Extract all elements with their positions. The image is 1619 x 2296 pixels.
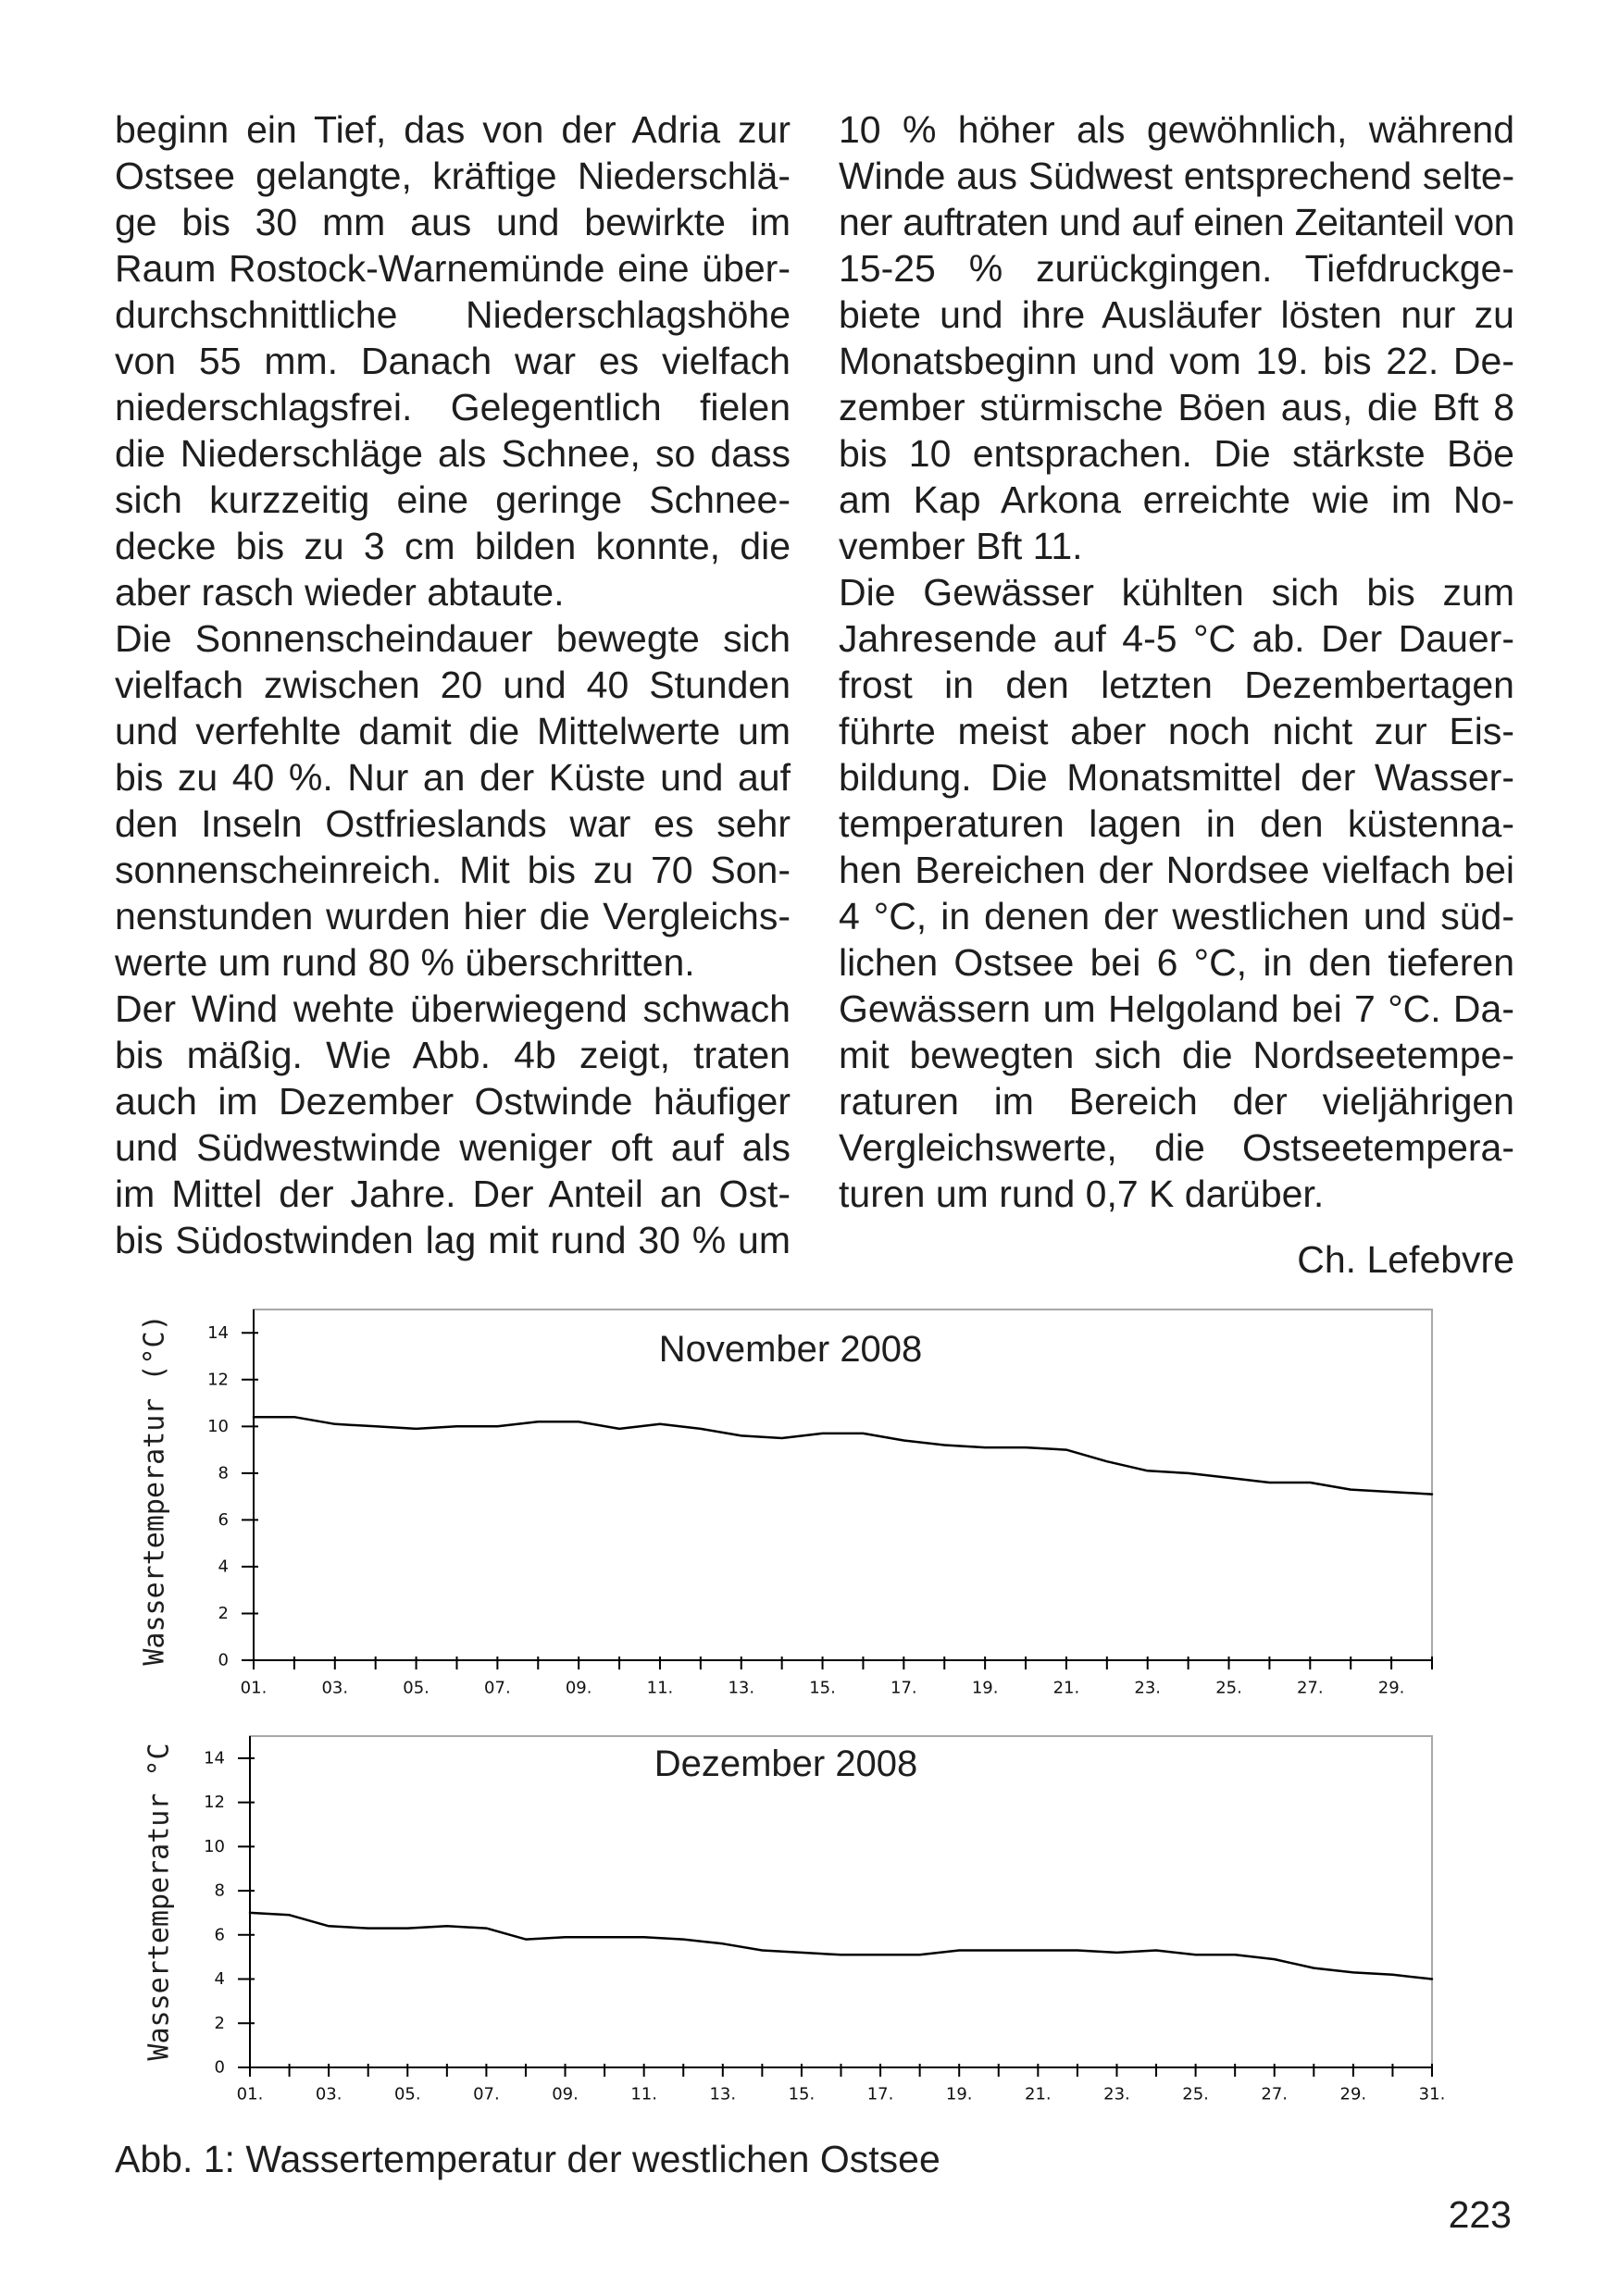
text-line: Gewässern um Helgoland bei 7 °C. Da- xyxy=(839,987,1514,1030)
plot-area xyxy=(204,1736,1445,2104)
x-tick-label: 13. xyxy=(709,2084,737,2104)
x-tick-label: 05. xyxy=(393,2084,421,2104)
text-line: bis Südostwinden lag mit rund 30 % um xyxy=(115,1219,791,1261)
x-tick-label: 07. xyxy=(484,1678,511,1698)
x-tick-label: 21. xyxy=(1052,1678,1080,1698)
y-tick-label: 0 xyxy=(218,1650,229,1670)
x-tick-label: 09. xyxy=(552,2084,579,2104)
y-tick-label: 6 xyxy=(218,1509,229,1530)
x-tick-label: 09. xyxy=(565,1678,592,1698)
x-tick-label: 13. xyxy=(728,1678,755,1698)
text-line: nenstunden wurden hier die Vergleichs- xyxy=(115,895,791,937)
text-line: ge bis 30 mm aus und bewirkte im xyxy=(115,201,791,243)
x-tick-label: 11. xyxy=(630,2084,657,2104)
text-line: temperaturen lagen in den küstenna- xyxy=(839,802,1514,845)
y-tick-label: 10 xyxy=(204,1836,225,1856)
text-line: Die Sonnenscheindauer bewegte sich xyxy=(115,617,791,660)
text-line: zember stürmische Böen aus, die Bft 8 xyxy=(839,386,1514,428)
x-tick-label: 19. xyxy=(945,2084,973,2104)
chart-title: November 2008 xyxy=(658,1329,923,1370)
left-text-column xyxy=(115,106,791,1263)
x-tick-label: 29. xyxy=(1339,2084,1367,2104)
text-line: und verfehlte damit die Mittelwerte um xyxy=(115,710,791,752)
x-tick-label: 03. xyxy=(315,2084,342,2104)
text-line: Der Wind wehte überwiegend schwach xyxy=(115,987,791,1030)
series-line xyxy=(250,1913,1432,1980)
chart-title: Dezember 2008 xyxy=(654,1744,918,1784)
text-line: den Inseln Ostfrieslands war es sehr xyxy=(115,802,791,845)
text-line: 4 °C, in denen der westlichen und süd- xyxy=(839,895,1514,937)
text-line: bis zu 40 %. Nur an der Küste und auf xyxy=(115,756,791,799)
text-line: bis 10 entsprachen. Die stärkste Böe xyxy=(839,432,1514,475)
y-tick-label: 10 xyxy=(207,1416,229,1436)
x-tick-label: 17. xyxy=(866,2084,894,2104)
text-line: ner auftraten und auf einen Zeitanteil von xyxy=(839,201,1514,243)
text-line: beginn ein Tief, das von der Adria zur xyxy=(115,108,791,151)
x-tick-label: 17. xyxy=(890,1678,917,1698)
x-tick-label: 25. xyxy=(1215,1678,1242,1698)
text-line: Winde aus Südwest entsprechend selte- xyxy=(839,155,1514,197)
y-tick-label: 14 xyxy=(207,1322,229,1343)
chart-water-temperature-december xyxy=(0,1721,1619,2119)
text-line: auch im Dezember Ostwinde häufiger xyxy=(115,1080,791,1123)
x-tick-label: 03. xyxy=(321,1678,349,1698)
series-line xyxy=(254,1417,1432,1494)
text-line: von 55 mm. Danach war es vielfach xyxy=(115,340,791,382)
y-tick-label: 0 xyxy=(214,2057,225,2078)
x-tick-label: 27. xyxy=(1261,2084,1289,2104)
x-tick-label: 23. xyxy=(1103,2084,1130,2104)
text-line: die Niederschläge als Schnee, so dass xyxy=(115,432,791,475)
y-tick-label: 12 xyxy=(207,1370,229,1390)
text-line: bildung. Die Monatsmittel der Wasser- xyxy=(839,756,1514,799)
x-tick-label: 21. xyxy=(1025,2084,1052,2104)
y-tick-label: 2 xyxy=(214,2013,225,2033)
text-line: Ostsee gelangte, kräftige Niederschlä- xyxy=(115,155,791,197)
chart-water-temperature-november xyxy=(0,1277,1619,1721)
x-tick-label: 15. xyxy=(809,1678,836,1698)
text-line: biete und ihre Ausläufer lösten nur zu xyxy=(839,293,1514,336)
y-tick-label: 2 xyxy=(218,1603,229,1623)
text-line: Jahresende auf 4-5 °C ab. Der Dauer- xyxy=(839,617,1514,660)
x-tick-label: 01. xyxy=(240,1678,268,1698)
x-tick-label: 15. xyxy=(788,2084,816,2104)
text-line: Raum Rostock-Warnemünde eine über- xyxy=(115,247,791,290)
y-tick-label: 6 xyxy=(214,1925,225,1945)
text-line: durchschnittliche Niederschlagshöhe xyxy=(115,293,791,336)
x-tick-label: 19. xyxy=(971,1678,999,1698)
text-line: Die Gewässer kühlten sich bis zum xyxy=(839,571,1514,614)
text-line: mit bewegten sich die Nordseetempe- xyxy=(839,1034,1514,1076)
text-line: Vergleichswerte, die Ostseetempera- xyxy=(839,1126,1514,1169)
text-line: Monatsbeginn und vom 19. bis 22. De- xyxy=(839,340,1514,382)
text-line: niederschlagsfrei. Gelegentlich fielen xyxy=(115,386,791,428)
text-line: sich kurzzeitig eine geringe Schnee- xyxy=(115,478,791,521)
x-tick-label: 11. xyxy=(646,1678,674,1698)
text-line: aber rasch wieder abtaute. xyxy=(115,571,565,614)
y-tick-label: 8 xyxy=(218,1463,229,1483)
text-line: lichen Ostsee bei 6 °C, in den tieferen xyxy=(839,941,1514,984)
text-line: am Kap Arkona erreichte wie im No- xyxy=(839,478,1514,521)
y-tick-label: 14 xyxy=(204,1748,225,1769)
text-line: sonnenscheinreich. Mit bis zu 70 Son- xyxy=(115,849,791,891)
text-line: vember Bft 11. xyxy=(839,525,1083,567)
text-line: bis mäßig. Wie Abb. 4b zeigt, traten xyxy=(115,1034,791,1076)
text-line: raturen im Bereich der vieljährigen xyxy=(839,1080,1514,1123)
text-line: führte meist aber noch nicht zur Eis- xyxy=(839,710,1514,752)
y-axis-label: Wassertemperatur (°C) xyxy=(138,1314,171,1666)
x-tick-label: 29. xyxy=(1377,1678,1405,1698)
x-tick-label: 07. xyxy=(473,2084,500,2104)
x-tick-label: 27. xyxy=(1296,1678,1324,1698)
y-tick-label: 4 xyxy=(214,1969,225,1990)
text-line: 15-25 % zurückgingen. Tiefdruckge- xyxy=(839,247,1514,290)
x-tick-label: 05. xyxy=(403,1678,430,1698)
figure-caption: Abb. 1: Wassertemperatur der westlichen Ostsee xyxy=(115,2138,940,2180)
page-number: 223 xyxy=(1448,2193,1512,2236)
text-line: 10 % höher als gewöhnlich, während xyxy=(839,108,1514,151)
x-tick-label: 01. xyxy=(236,2084,264,2104)
text-line: vielfach zwischen 20 und 40 Stunden xyxy=(115,664,791,706)
text-line: turen um rund 0,7 K darüber. xyxy=(839,1173,1325,1215)
text-line: im Mittel der Jahre. Der Anteil an Ost- xyxy=(115,1173,791,1215)
y-axis-label: Wassertemperatur °C xyxy=(143,1743,176,2061)
right-text-column xyxy=(839,106,1514,1283)
x-tick-label: 25. xyxy=(1182,2084,1209,2104)
text-line: und Südwestwinde weniger oft auf als xyxy=(115,1126,791,1169)
y-tick-label: 8 xyxy=(214,1880,225,1901)
author-name: Ch. Lefebvre xyxy=(1297,1238,1514,1281)
y-tick-label: 12 xyxy=(204,1793,225,1813)
text-line: hen Bereichen der Nordsee vielfach bei xyxy=(839,849,1514,891)
x-tick-label: 31. xyxy=(1418,2084,1446,2104)
text-line: frost in den letzten Dezembertagen xyxy=(839,664,1514,706)
text-line: decke bis zu 3 cm bilden konnte, die xyxy=(115,525,791,567)
plot-frame xyxy=(250,1736,1432,2067)
text-line: werte um rund 80 % überschritten. xyxy=(115,941,695,984)
x-tick-label: 23. xyxy=(1134,1678,1162,1698)
y-tick-label: 4 xyxy=(218,1557,229,1577)
